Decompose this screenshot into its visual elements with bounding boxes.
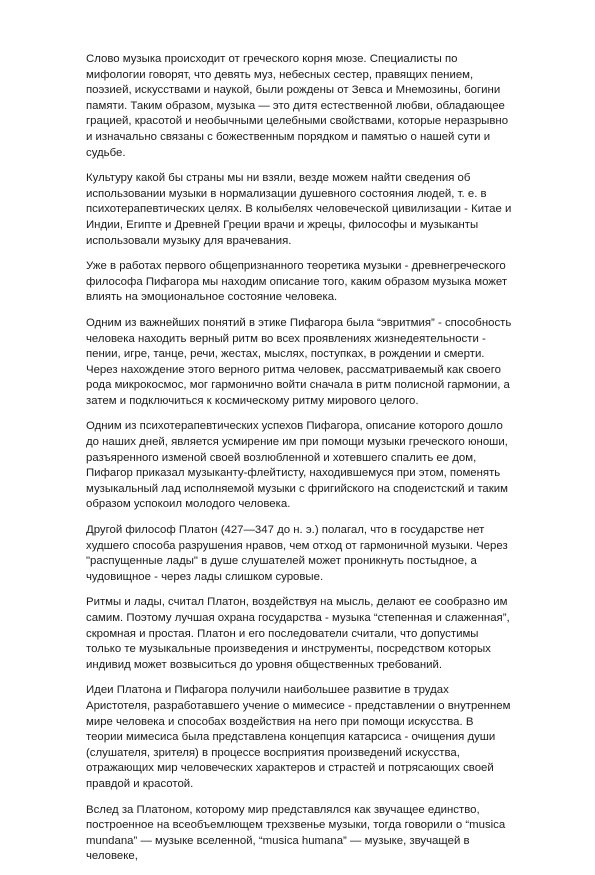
paragraph-cultures: Культуру какой бы страны мы ни взяли, везде можем найти сведения об использовании музыки в нормализации душевного состояния людей, т. е. в психотерапевтических целях. В колыбелях человеческой цивилизации - Китае и Индии, Египте и Древней Греции врачи и жрецы, философы и музыканты использовали музыку для врачевания.	[86, 172, 512, 247]
paragraph-aristotle: Идеи Платона и Пифагора получили наибольшее развитие в трудах Аристотеля, разработавшего учение о мимесисе - представлении о внутреннем мире человека и способах воздействия на него при помощи искусства. В теории мимесиса была представлена концепция катарсиса - очищения души (слушателя, зрителя) в процессе восприятия произведений искусства, отражающих мир человеческих характеров и страстей и потрясающих своей правдой и красотой.	[86, 684, 511, 790]
paragraph-musica-mundana: Вслед за Платоном, которому мир представлялся как звучащее единство, построенное на всеобъемлющем трехзвенье музыки, тогда говорили о “musica mundana” — музыке вселенной, “musica humana” — музыке, звучащей в человеке,	[86, 803, 506, 863]
paragraph-pythagoras-intro: Уже в работах первого общепризнанного теоретика музыки - древнегреческого философа Пифагора мы находим описание того, каким образом музыка может влиять на эмоциональное состояние человека.	[86, 260, 508, 304]
paragraph-eurhythmia: Одним из важнейших понятий в этике Пифагора была “эвритмия” - способность человека находить верный ритм во всех проявлениях жизнедеятельности - пении, игре, танце, речи, жестах, мыслях, поступках, в рождении и смерти. Через нахождение этого верного ритма человек, рассматриваемый как своего рода микрокосмос, мог гармонично войти сначала в ритм полисной гармонии, а затем и подключиться к космическому ритму мирового целого.	[86, 316, 512, 407]
document-body	[86, 52, 513, 875]
paragraph-plato: Другой философ Платон (427—347 до н. э.) полагал, что в государстве нет худшего способа разрушения нравов, чем отход от гармоничной музыки. Через "распущенные лады" в душе слушателей может проникнуть постыдное, а чудовищное - через лады слишком суровые.	[86, 524, 508, 583]
paragraph-muses: Слово музыка происходит от греческого корня мюзе. Специалисты по мифологии говорят, что девять муз, небесных сестер, правящих пением, поэзией, искусствами и наукой, были рождены от Зевса и Мнемозины, богини памяти. Таким образом, музыка — это дитя естественной любви, обладающее грацией, красотой и необычными целебными свойствами, которые неразрывно и изначально связаны с божественным порядком и памятью о нашей сути и судьбе.	[86, 53, 509, 159]
paragraph-pythagoras-success: Одним из психотерапевтических успехов Пифагора, описание которого дошло до наших дней, является усмирение им при помощи музыки греческого юноши, разъяренного изменой своей возлюбленной и хотевшего спалить ее дом, Пифагор приказал музыканту-флейтисту, находившемуся при этом, поменять музыкальный лад исполняемой музыки с фригийского на сподеистский и таким образом успокоил молодого человека.	[86, 420, 508, 511]
paragraph-rhythms-modes: Ритмы и лады, считал Платон, воздействуя на мысль, делают ее сообразно им самим. Поэтому лучшая охрана государства - музыка “степенная и слаженная”, скромная и простая. Платон и его последователи считали, что допустимы только те музыкальные произведения и инструменты, посредством которых индивид может возвыситься до уровня общественных требований.	[86, 596, 510, 671]
